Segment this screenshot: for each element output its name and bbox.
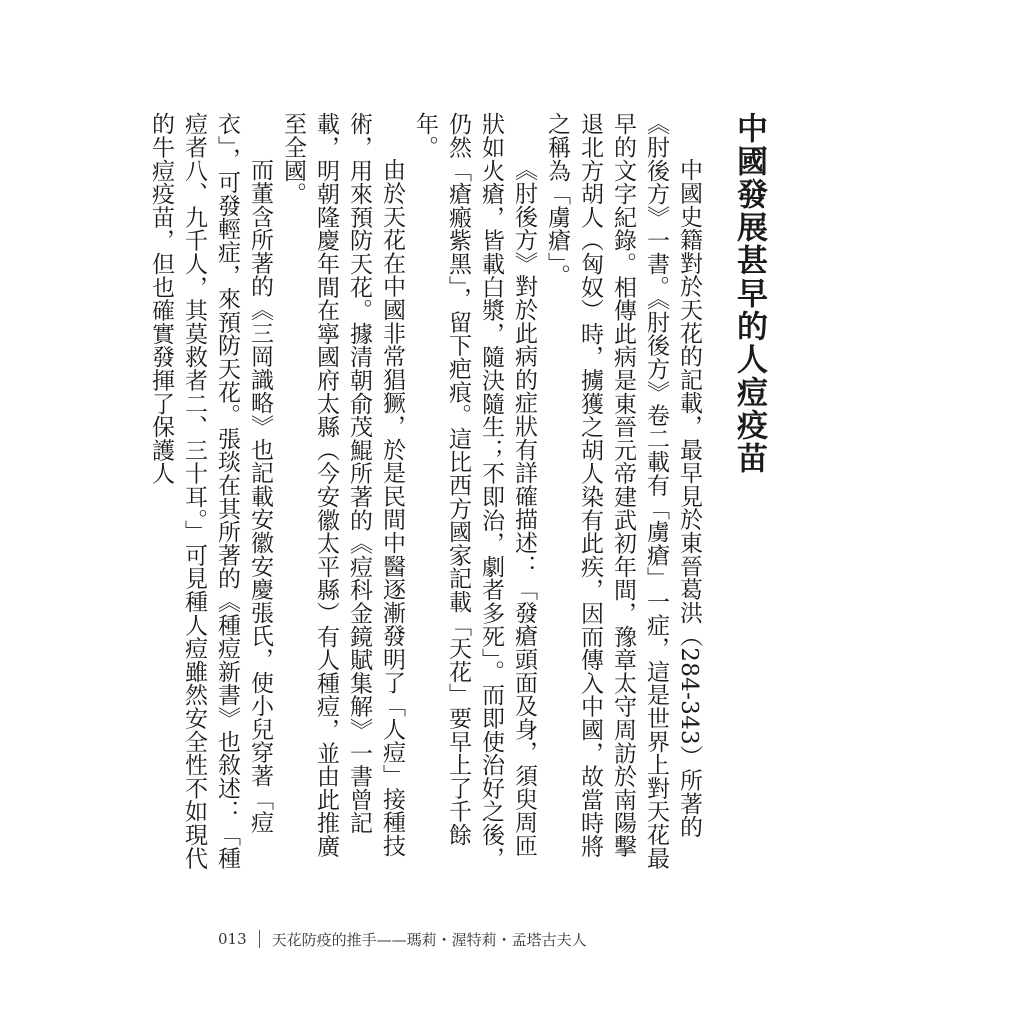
paragraph-1: 中國史籍對於天花的記載，最早見於東晉葛洪（284-343）所著的《肘後方》一書。《肘後方》卷二載有「虜瘡」一症，這是世界上對天花最早的文字紀錄。相傳此病是東晉元帝建武初年間，豫章太守周訪於南陽擊退北方胡人（匈奴）時，擄獲之胡人染有此疾，因而傳入中國，故當時將之稱為「虜瘡」。 — [544, 112, 702, 870]
footer-divider — [259, 930, 260, 948]
running-title: 天花防疫的推手——瑪莉・渥特莉・孟塔古夫人 — [271, 930, 587, 949]
paragraph-2: 《肘後方》對於此病的症狀有詳確描述：「發瘡頭面及身，須臾周匝狀如火瘡，皆載白漿，隨決隨生；不即治，劇者多死」。而即使治好之後，仍然「瘡瘢紫黑」，留下疤痕。這比西方國家記載「天花」要早上了千餘年。 — [412, 112, 537, 870]
section-title: 中國發展甚早的人痘疫苗 — [731, 112, 767, 475]
page-footer — [218, 924, 587, 954]
vertical-text-block — [148, 112, 769, 872]
paragraph-3: 由於天花在中國非常猖獗，於是民間中醫逐漸發明了「人痘」接種技術，用來預防天花。據清朝俞茂鯤所著的《痘科金鏡賦集解》一書曾記載，明朝隆慶年間在寧國府太縣（今安徽太平縣）有人種痘，並由此推廣至全國。 — [280, 112, 405, 858]
paragraph-4: 而董含所著的《三岡識略》也記載安徽安慶張氏，使小兒穿著「痘衣」，可發輕症，來預防天花。張琰在其所著的《種痘新書》也敘述：「種痘者八、九千人，其莫救者二、三十耳。」可見種人痘雖然安全性不如現代的牛痘疫苗，但也確實發揮了保護人 — [148, 112, 273, 870]
page-number: 013 — [218, 930, 247, 948]
